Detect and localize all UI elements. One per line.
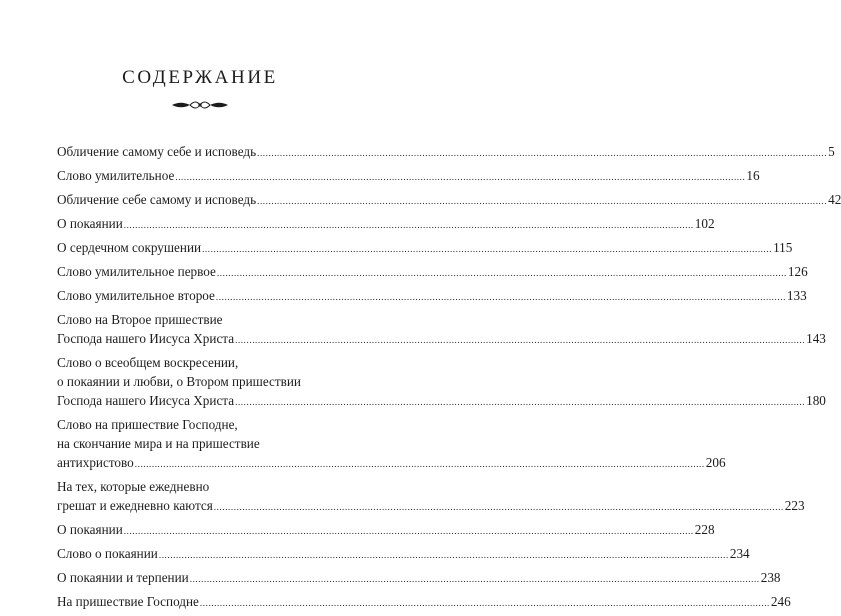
toc-entry-row xyxy=(57,544,750,565)
toc-entry-title-line: Господа нашего Иисуса Христа xyxy=(57,393,235,408)
toc-page-number: 133 xyxy=(786,288,807,303)
toc-entry-row xyxy=(57,166,760,187)
toc-entry-row xyxy=(57,214,715,235)
toc-page-number: 16 xyxy=(746,168,760,183)
toc-entry-row xyxy=(57,592,791,613)
dot-leader: ........................................................................................................................................................................................................ xyxy=(235,397,806,407)
toc-page-number: 223 xyxy=(784,498,805,513)
toc-entry xyxy=(57,310,826,350)
dot-leader: ........................................................................................................................................................................................................ xyxy=(189,574,760,584)
toc-entry-row xyxy=(57,496,805,517)
toc-page-number: 234 xyxy=(729,546,750,561)
toc-entry-title-line: Обличение себе самому и исповедь xyxy=(57,192,257,207)
dot-leader: ........................................................................................................................................................................................................ xyxy=(216,268,787,278)
dot-leader: ........................................................................................................................................................................................................ xyxy=(235,335,806,345)
toc-entry-title-line: Слово о покаянии xyxy=(57,546,158,561)
toc-entry-row xyxy=(57,329,826,350)
dot-leader: ........................................................................................................................................................................................................ xyxy=(199,598,770,608)
toc-entry xyxy=(57,286,807,307)
toc-entry-title-line: На пришествие Господне xyxy=(57,594,199,609)
toc-entry-title-line: Слово умилительное первое xyxy=(57,264,216,279)
toc-page-number: 126 xyxy=(787,264,808,279)
toc-entry xyxy=(57,477,805,517)
toc-entry-row xyxy=(57,262,808,283)
toc-entry xyxy=(57,544,750,565)
toc-page-number: 42 xyxy=(828,192,841,207)
toc-entry xyxy=(57,568,781,589)
toc-entry xyxy=(57,353,826,412)
toc-entry-row xyxy=(57,453,726,474)
toc-entry-row xyxy=(57,190,841,211)
toc-entry-row xyxy=(57,568,781,589)
toc-entry xyxy=(57,592,791,613)
toc-entry-row xyxy=(57,391,826,412)
toc-entry xyxy=(57,520,715,541)
dot-leader: ........................................................................................................................................................................................................ xyxy=(123,526,694,536)
dot-leader: ........................................................................................................................................................................................................ xyxy=(257,148,828,158)
toc-entry xyxy=(57,166,760,187)
toc-page-number: 5 xyxy=(828,144,835,159)
toc-entry-row xyxy=(57,520,715,541)
toc-page-number: 238 xyxy=(760,570,781,585)
toc-entry-title-line: Слово на пришествие Господне, xyxy=(57,417,238,432)
toc-entry-title-line: Слово умилительное второе xyxy=(57,288,215,303)
toc-entry-title-line: О покаянии xyxy=(57,522,123,537)
toc-entry-title-line: о покаянии и любви, о Втором пришествии xyxy=(57,374,301,389)
toc-entry xyxy=(57,214,715,235)
dot-leader: ........................................................................................................................................................................................................ xyxy=(215,292,786,302)
toc-entry-row xyxy=(57,286,807,307)
dot-leader: ........................................................................................................................................................................................................ xyxy=(175,172,746,182)
toc-entry-title-line: Слово на Второе пришествие xyxy=(57,312,223,327)
dot-leader: ........................................................................................................................................................................................................ xyxy=(134,459,705,469)
toc-page-number: 246 xyxy=(770,594,791,609)
toc-entry xyxy=(57,238,793,259)
toc-entry-title-line: антихристово xyxy=(57,455,134,470)
toc-entry-title-line: грешат и ежедневно каются xyxy=(57,498,213,513)
dot-leader: ........................................................................................................................................................................................................ xyxy=(202,244,773,254)
toc-page-number: 102 xyxy=(694,216,715,231)
ornament-icon xyxy=(170,99,230,111)
dot-leader: ........................................................................................................................................................................................................ xyxy=(213,502,784,512)
toc-entry-title-line: Слово умилительное xyxy=(57,168,175,183)
toc-entry-title-line: на скончание мира и на пришествие xyxy=(57,436,260,451)
toc-entry-title-line: О покаянии xyxy=(57,216,123,231)
toc-entry-title-line: Господа нашего Иисуса Христа xyxy=(57,331,235,346)
dot-leader: ........................................................................................................................................................................................................ xyxy=(123,220,694,230)
toc-entry-title-line: О сердечном сокрушении xyxy=(57,240,202,255)
dot-leader: ........................................................................................................................................................................................................ xyxy=(257,196,828,206)
toc-entry-row xyxy=(57,238,793,259)
toc-entry-title-line: Обличение самому себе и исповедь xyxy=(57,144,257,159)
toc-entry xyxy=(57,190,841,211)
toc-page-number: 143 xyxy=(806,331,826,346)
toc-entry-row xyxy=(57,142,835,163)
table-of-contents xyxy=(57,142,841,616)
toc-page-number: 115 xyxy=(773,240,793,255)
page-title: СОДЕРЖАНИЕ xyxy=(122,67,278,88)
toc-entry xyxy=(57,415,726,474)
dot-leader: ........................................................................................................................................................................................................ xyxy=(158,550,729,560)
toc-entry-title-line: О покаянии и терпении xyxy=(57,570,189,585)
toc-entry-title-line: Слово о всеобщем воскресении, xyxy=(57,355,239,370)
toc-entry xyxy=(57,262,808,283)
toc-entry xyxy=(57,142,835,163)
toc-entry-title-line: На тех, которые ежедневно xyxy=(57,479,210,494)
toc-page-number: 206 xyxy=(705,455,726,470)
toc-page-number: 180 xyxy=(806,393,826,408)
toc-page-number: 228 xyxy=(694,522,715,537)
